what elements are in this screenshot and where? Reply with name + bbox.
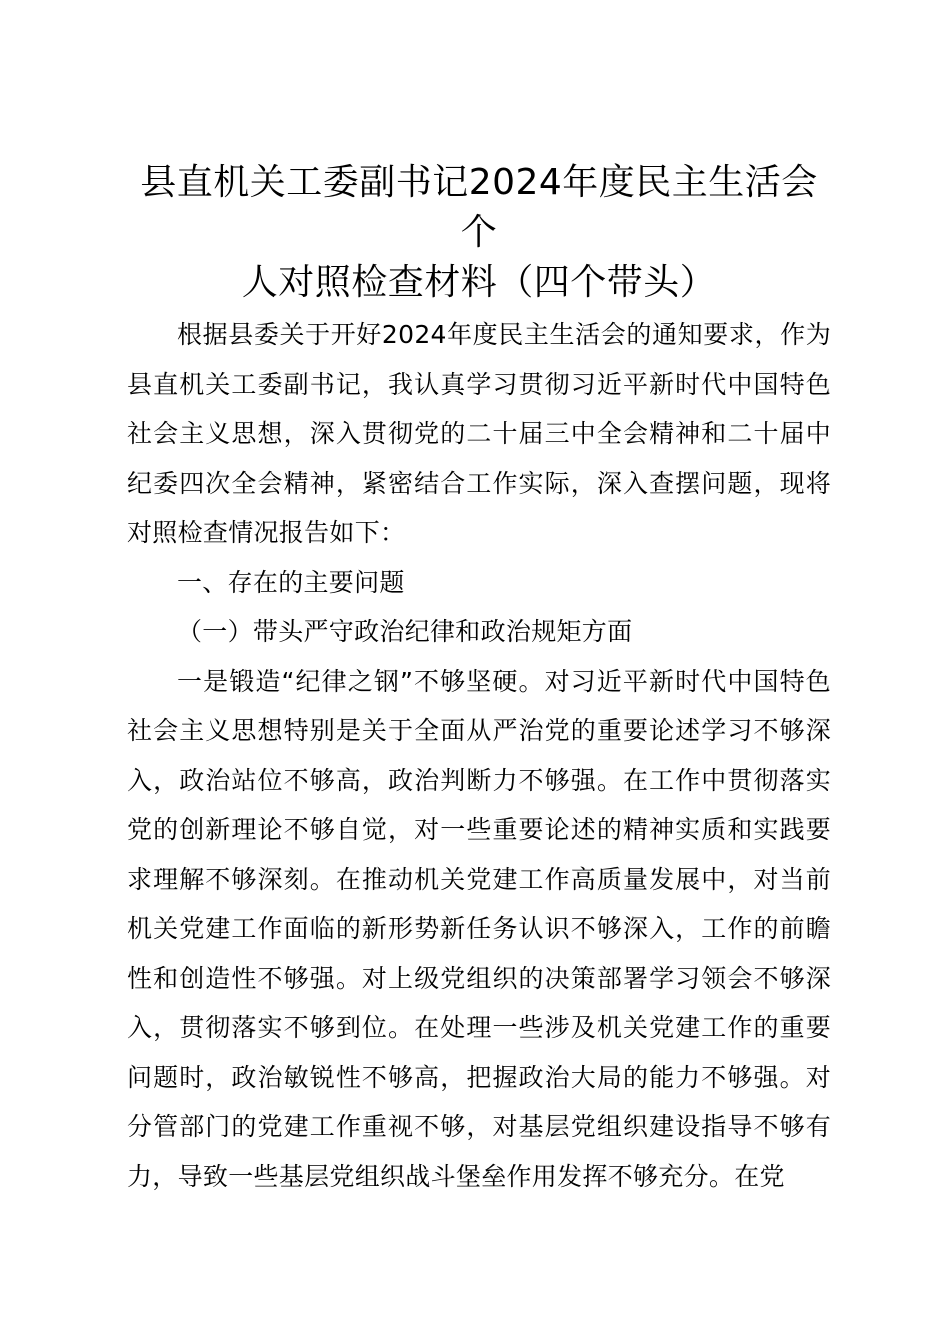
intro-paragraph: 根据县委关于开好2024年度民主生活会的通知要求，作为县直机关工委副书记，我认真学习贯彻习近平新时代中国特色社会主义思想，深入贯彻党的二十届三中全会精神和二十届中纪委四次全会精神，紧密结合工作实际，深入查摆问题，现将对照检查情况报告如下： <box>127 320 831 547</box>
title-line-1: 县直机关工委副书记2024年度民主生活会个 <box>140 162 818 253</box>
subsection-heading: （一）带头严守政治纪律和政治规矩方面 <box>177 617 633 646</box>
document-title <box>127 158 831 308</box>
section-heading: 一、存在的主要问题 <box>177 567 405 597</box>
document-body <box>127 310 831 1201</box>
title-line-2: 人对照检查材料（四个带头） <box>241 262 717 303</box>
body-paragraph: 一是锻造“纪律之钢”不够坚硬。对习近平新时代中国特色社会主义思想特别是关于全面从严治党的重要论述学习不够深入，政治站位不够高，政治判断力不够强。在工作中贯彻落实党的创新理论不够自觉，对一些重要论述的精神实质和实践要求理解不够深刻。在推动机关党建工作高质量发展中，对当前机关党建工作面临的新形势新任务认识不够深入，工作的前瞻性和创造性不够强。对上级党组织的决策部署学习领会不够深入，贯彻落实不够到位。在处理一些涉及机关党建工作的重要问题时，政治敏锐性不够高，把握政治大局的能力不够强。对分管部门的党建工作重视不够，对基层党组织建设指导不够有力，导致一些基层党组织战斗堡垒作用发挥不够充分。在党 <box>127 666 831 1191</box>
document-content <box>127 158 831 1201</box>
